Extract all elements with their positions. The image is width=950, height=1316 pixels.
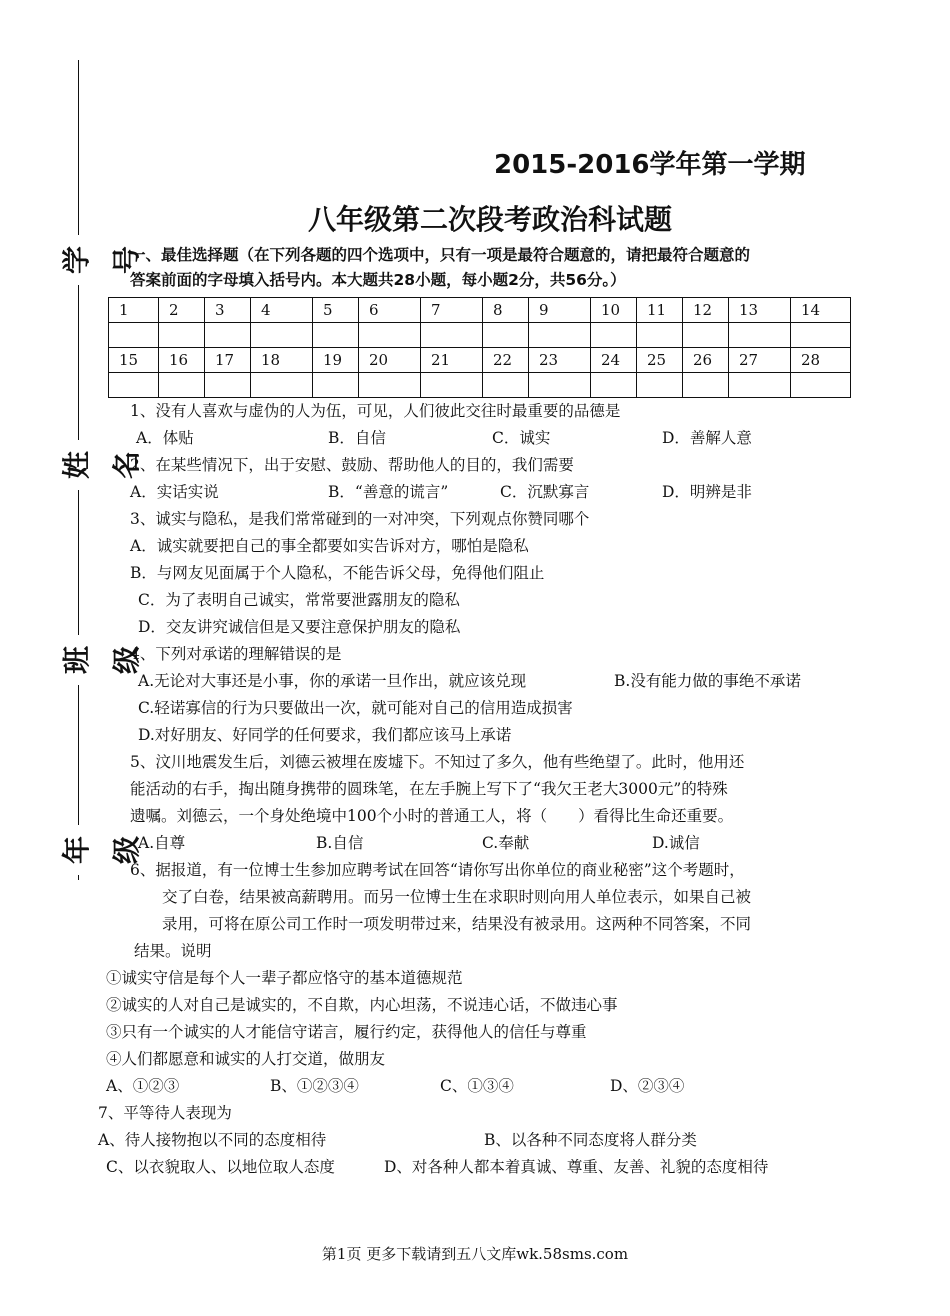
q5-option-a: A.自尊 [138, 834, 186, 852]
answer-cell[interactable] [683, 323, 729, 348]
question-6-line4: 结果。说明 [134, 942, 212, 960]
answer-cell[interactable] [359, 323, 421, 348]
number-cell: 20 [359, 348, 421, 373]
answer-cell[interactable] [313, 373, 359, 398]
number-cell: 12 [683, 298, 729, 323]
answer-table [108, 297, 851, 398]
number-cell: 16 [159, 348, 205, 373]
answer-cell[interactable] [251, 323, 313, 348]
number-cell: 8 [483, 298, 529, 323]
q4-option-c: C.轻诺寡信的行为只要做出一次，就可能对自己的信用造成损害 [138, 699, 573, 717]
number-cell: 27 [729, 348, 791, 373]
table-row [109, 373, 851, 398]
q4-option-b: B.没有能力做的事绝不承诺 [614, 672, 801, 690]
q6-statement-4: ④人们都愿意和诚实的人打交道，做朋友 [106, 1050, 386, 1068]
q6-statement-3: ③只有一个诚实的人才能信守诺言，履行约定，获得他人的信任与尊重 [106, 1023, 587, 1041]
q7-option-d: D、对各种人都本着真诚、尊重、友善、礼貌的态度相待 [384, 1158, 769, 1176]
answer-cell[interactable] [791, 323, 851, 348]
answer-cell[interactable] [109, 373, 159, 398]
q1-option-a: A．体贴 [136, 429, 194, 447]
question-7-stem: 7、平等待人表现为 [98, 1104, 232, 1122]
q6-statement-2: ②诚实的人对自己是诚实的，不自欺，内心坦荡，不说违心话，不做违心事 [106, 996, 618, 1014]
number-cell: 15 [109, 348, 159, 373]
q3-option-d: D．交友讲究诚信但是又要注意保护朋友的隐私 [138, 618, 461, 636]
q1-option-c: C．诚实 [492, 429, 551, 447]
q2-option-a: A．实话实说 [130, 483, 219, 501]
number-cell: 4 [251, 298, 313, 323]
number-cell: 17 [205, 348, 251, 373]
number-cell: 13 [729, 298, 791, 323]
question-6-line1: 6、据报道，有一位博士生参加应聘考试在回答“请你写出你单位的商业秘密”这个考题时， [130, 861, 745, 879]
q2-option-c: C．沉默寡言 [500, 483, 590, 501]
section-heading [130, 243, 860, 293]
question-5-line1: 5、汶川地震发生后，刘德云被埋在废墟下。不知过了多久，他有些绝望了。此时，他用还 [130, 753, 745, 771]
number-cell: 6 [359, 298, 421, 323]
q4-option-a: A.无论对大事还是小事，你的承诺一旦作出，就应该兑现 [138, 672, 527, 690]
exam-title: 八年级第二次段考政治科试题 [308, 203, 673, 236]
section-heading-line2: 答案前面的字母填入括号内。本大题共28小题，每小题2分，共56分。） [130, 271, 626, 289]
answer-cell[interactable] [637, 373, 683, 398]
q2-option-b: B．“善意的谎言” [328, 483, 449, 501]
number-cell: 5 [313, 298, 359, 323]
q6-option-a: A、①②③ [106, 1077, 180, 1095]
number-cell: 14 [791, 298, 851, 323]
answer-cell[interactable] [683, 373, 729, 398]
question-5-line2: 能活动的右手，掏出随身携带的圆珠笔，在左手腕上写下了“我欠王老大3000元”的特殊 [130, 780, 728, 798]
answer-cell[interactable] [251, 373, 313, 398]
q1-option-d: D．善解人意 [662, 429, 752, 447]
number-cell: 22 [483, 348, 529, 373]
q5-option-c: C.奉献 [482, 834, 530, 852]
answer-cell[interactable] [205, 373, 251, 398]
answer-cell[interactable] [205, 323, 251, 348]
number-cell: 28 [791, 348, 851, 373]
q3-option-b: B．与网友见面属于个人隐私，不能告诉父母，免得他们阻止 [130, 564, 545, 582]
number-cell: 23 [529, 348, 591, 373]
answer-cell[interactable] [421, 373, 483, 398]
answer-cell[interactable] [483, 323, 529, 348]
question-2-stem: 2、在某些情况下，出于安慰、鼓励、帮助他人的目的，我们需要 [130, 456, 574, 474]
q1-option-b: B．自信 [328, 429, 386, 447]
table-row [109, 323, 851, 348]
question-1-stem: 1、没有人喜欢与虚伪的人为伍，可见，人们彼此交往时最重要的品德是 [130, 402, 621, 420]
number-cell: 25 [637, 348, 683, 373]
answer-cell[interactable] [359, 373, 421, 398]
number-cell: 9 [529, 298, 591, 323]
answer-cell[interactable] [529, 323, 591, 348]
q6-option-d: D、②③④ [610, 1077, 685, 1095]
answer-cell[interactable] [791, 373, 851, 398]
answer-cell[interactable] [591, 323, 637, 348]
table-row [109, 348, 851, 373]
name-label: 姓名 [52, 440, 102, 490]
number-cell: 18 [251, 348, 313, 373]
answer-cell[interactable] [159, 373, 205, 398]
question-6-line2: 交了白卷，结果被高薪聘用。而另一位博士生在求职时则向用人单位表示，如果自己被 [162, 888, 752, 906]
q6-option-b: B、①②③④ [270, 1077, 359, 1095]
section-heading-line1: 一、最佳选择题（在下列各题的四个选项中，只有一项是最符合题意的，请把最符合题意的 [130, 246, 751, 264]
question-6-line3: 录用，可将在原公司工作时一项发明带过来，结果没有被录用。这两种不同答案，不同 [162, 915, 752, 933]
table-row [109, 298, 851, 323]
number-cell: 24 [591, 348, 637, 373]
answer-cell[interactable] [729, 373, 791, 398]
q3-option-a: A．诚实就要把自己的事全都要如实告诉对方，哪怕是隐私 [130, 537, 529, 555]
number-cell: 11 [637, 298, 683, 323]
q5-option-d: D.诚信 [652, 834, 700, 852]
answer-cell[interactable] [421, 323, 483, 348]
number-cell: 26 [683, 348, 729, 373]
class-label: 班级 [52, 635, 102, 685]
q7-option-a: A、待人接物抱以不同的态度相待 [98, 1131, 327, 1149]
question-5-line3: 遗嘱。刘德云，一个身处绝境中100个小时的普通工人，将（ ）看得比生命还重要。 [130, 807, 734, 825]
number-cell: 19 [313, 348, 359, 373]
q6-option-c: C、①③④ [440, 1077, 514, 1095]
student-id-label: 学号 [52, 235, 102, 285]
question-4-stem: 4、下列对承诺的理解错误的是 [130, 645, 342, 663]
number-cell: 1 [109, 298, 159, 323]
question-3-stem: 3、诚实与隐私，是我们常常碰到的一对冲突，下列观点你赞同哪个 [130, 510, 590, 528]
answer-cell[interactable] [591, 373, 637, 398]
answer-cell[interactable] [313, 323, 359, 348]
q7-option-b: B、以各种不同态度将人群分类 [484, 1131, 697, 1149]
answer-cell[interactable] [483, 373, 529, 398]
q7-option-c: C、以衣貌取人、以地位取人态度 [106, 1158, 335, 1176]
q3-option-c: C．为了表明自己诚实，常常要泄露朋友的隐私 [138, 591, 460, 609]
q2-option-d: D．明辨是非 [662, 483, 752, 501]
answer-cell[interactable] [637, 323, 683, 348]
grade-label: 年级 [52, 825, 102, 875]
q6-statement-1: ①诚实守信是每个人一辈子都应恪守的基本道德规范 [106, 969, 463, 987]
number-cell: 10 [591, 298, 637, 323]
q4-option-d: D.对好朋友、好同学的任何要求，我们都应该马上承诺 [138, 726, 512, 744]
exam-term-title: 2015-2016学年第一学期 [494, 150, 806, 180]
number-cell: 3 [205, 298, 251, 323]
page-footer: 第1页 更多下载请到五八文库wk.58sms.com [321, 1245, 629, 1263]
answer-cell[interactable] [529, 373, 591, 398]
number-cell: 21 [421, 348, 483, 373]
number-cell: 7 [421, 298, 483, 323]
answer-cell[interactable] [159, 323, 205, 348]
number-cell: 2 [159, 298, 205, 323]
answer-cell[interactable] [109, 323, 159, 348]
answer-cell[interactable] [729, 323, 791, 348]
q5-option-b: B.自信 [316, 834, 364, 852]
